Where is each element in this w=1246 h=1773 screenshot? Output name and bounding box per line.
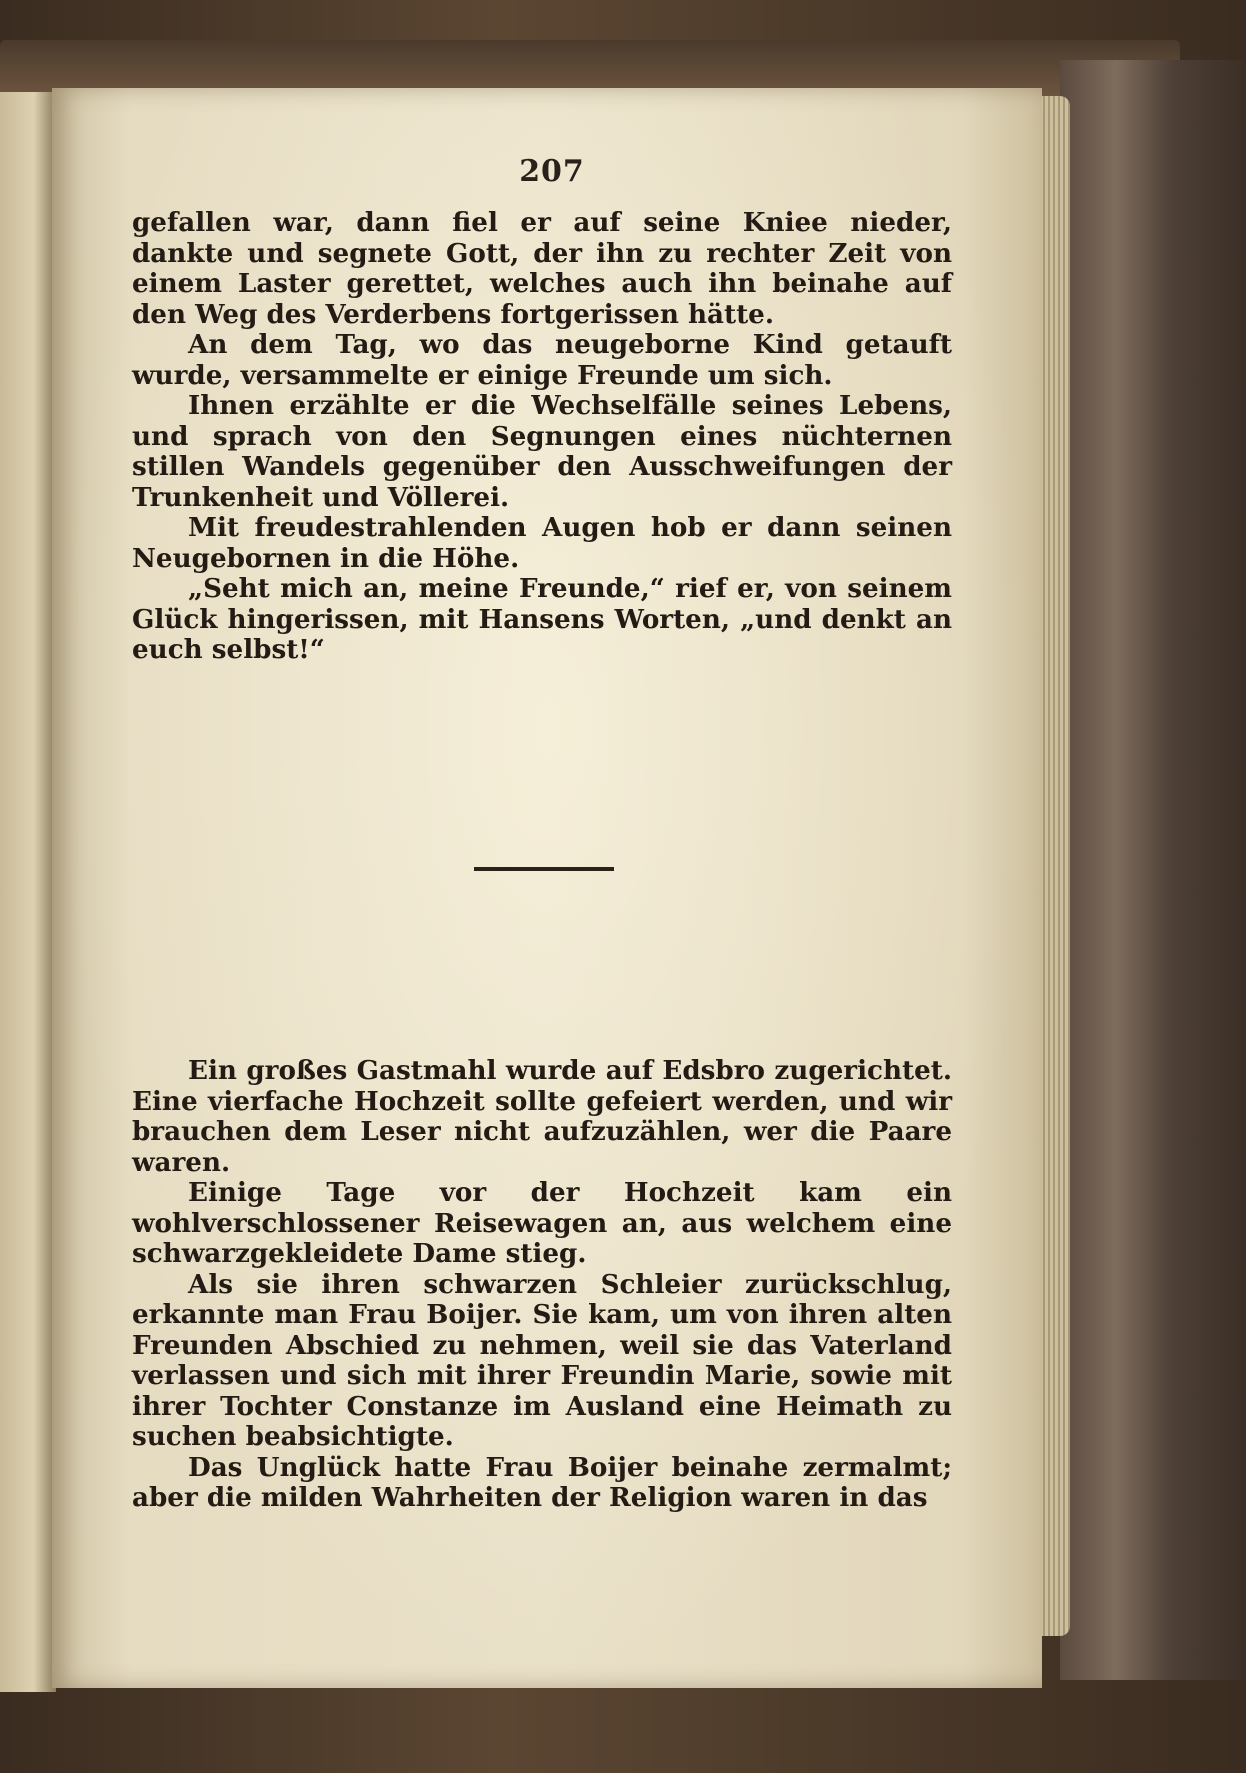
text-section-1 — [132, 208, 952, 666]
paragraph: Einige Tage vor der Hochzeit kam ein wohlverschlossener Reisewagen an, aus welchem eine schwarzgekleidete Dame stieg. — [132, 1177, 952, 1269]
section-divider — [474, 867, 614, 871]
paragraph: Mit freudestrahlenden Augen hob er dann seinen Neugebornen in die Höhe. — [132, 512, 952, 574]
text-section-2 — [132, 1056, 952, 1514]
paragraph: Ihnen erzählte er die Wechselfälle seines Lebens, und sprach von den Segnungen eines nüchternen stillen Wandels gegenüber den Ausschweifungen der Trunkenheit und Völlerei. — [132, 390, 952, 513]
paragraph: Ein großes Gastmahl wurde auf Edsbro zugerichtet. Eine vierfache Hochzeit sollte gefeiert werden, und wir brauchen dem Leser nicht aufzuzählen, wer die Paare waren. — [132, 1055, 952, 1178]
book-cover-right — [1060, 60, 1246, 1680]
paragraph: gefallen war, dann fiel er auf seine Kniee nieder, dankte und segnete Gott, der ihn zu rechter Zeit von einem Laster gerettet, welches auch ihn beinahe auf den Weg des Verderbens fortgerissen hätte. — [132, 207, 952, 330]
paragraph: Das Unglück hatte Frau Boijer beinahe zermalmt; aber die milden Wahrheiten der Religion waren in das — [132, 1451, 952, 1513]
paragraph: Als sie ihren schwarzen Schleier zurückschlug, erkannte man Frau Boijer. Sie kam, um von ihren alten Freunden Abschied zu nehmen, weil sie das Vaterland verlassen und sich mit ihrer Freundin Marie, sowie mit ihrer Tochter Constanze im Ausland eine Heimath zu suchen beabsichtigte. — [132, 1268, 952, 1452]
paragraph: „Seht mich an, meine Freunde,“ rief er, von seinem Glück hingerissen, mit Hansens Worten, „und denkt an euch selbst!“ — [132, 573, 952, 665]
paragraph: An dem Tag, wo das neugeborne Kind getauft wurde, versammelte er einige Freunde um sich. — [132, 329, 952, 391]
page-number: 207 — [519, 154, 585, 189]
book-page — [52, 88, 1042, 1688]
previous-page-edge — [0, 92, 56, 1692]
